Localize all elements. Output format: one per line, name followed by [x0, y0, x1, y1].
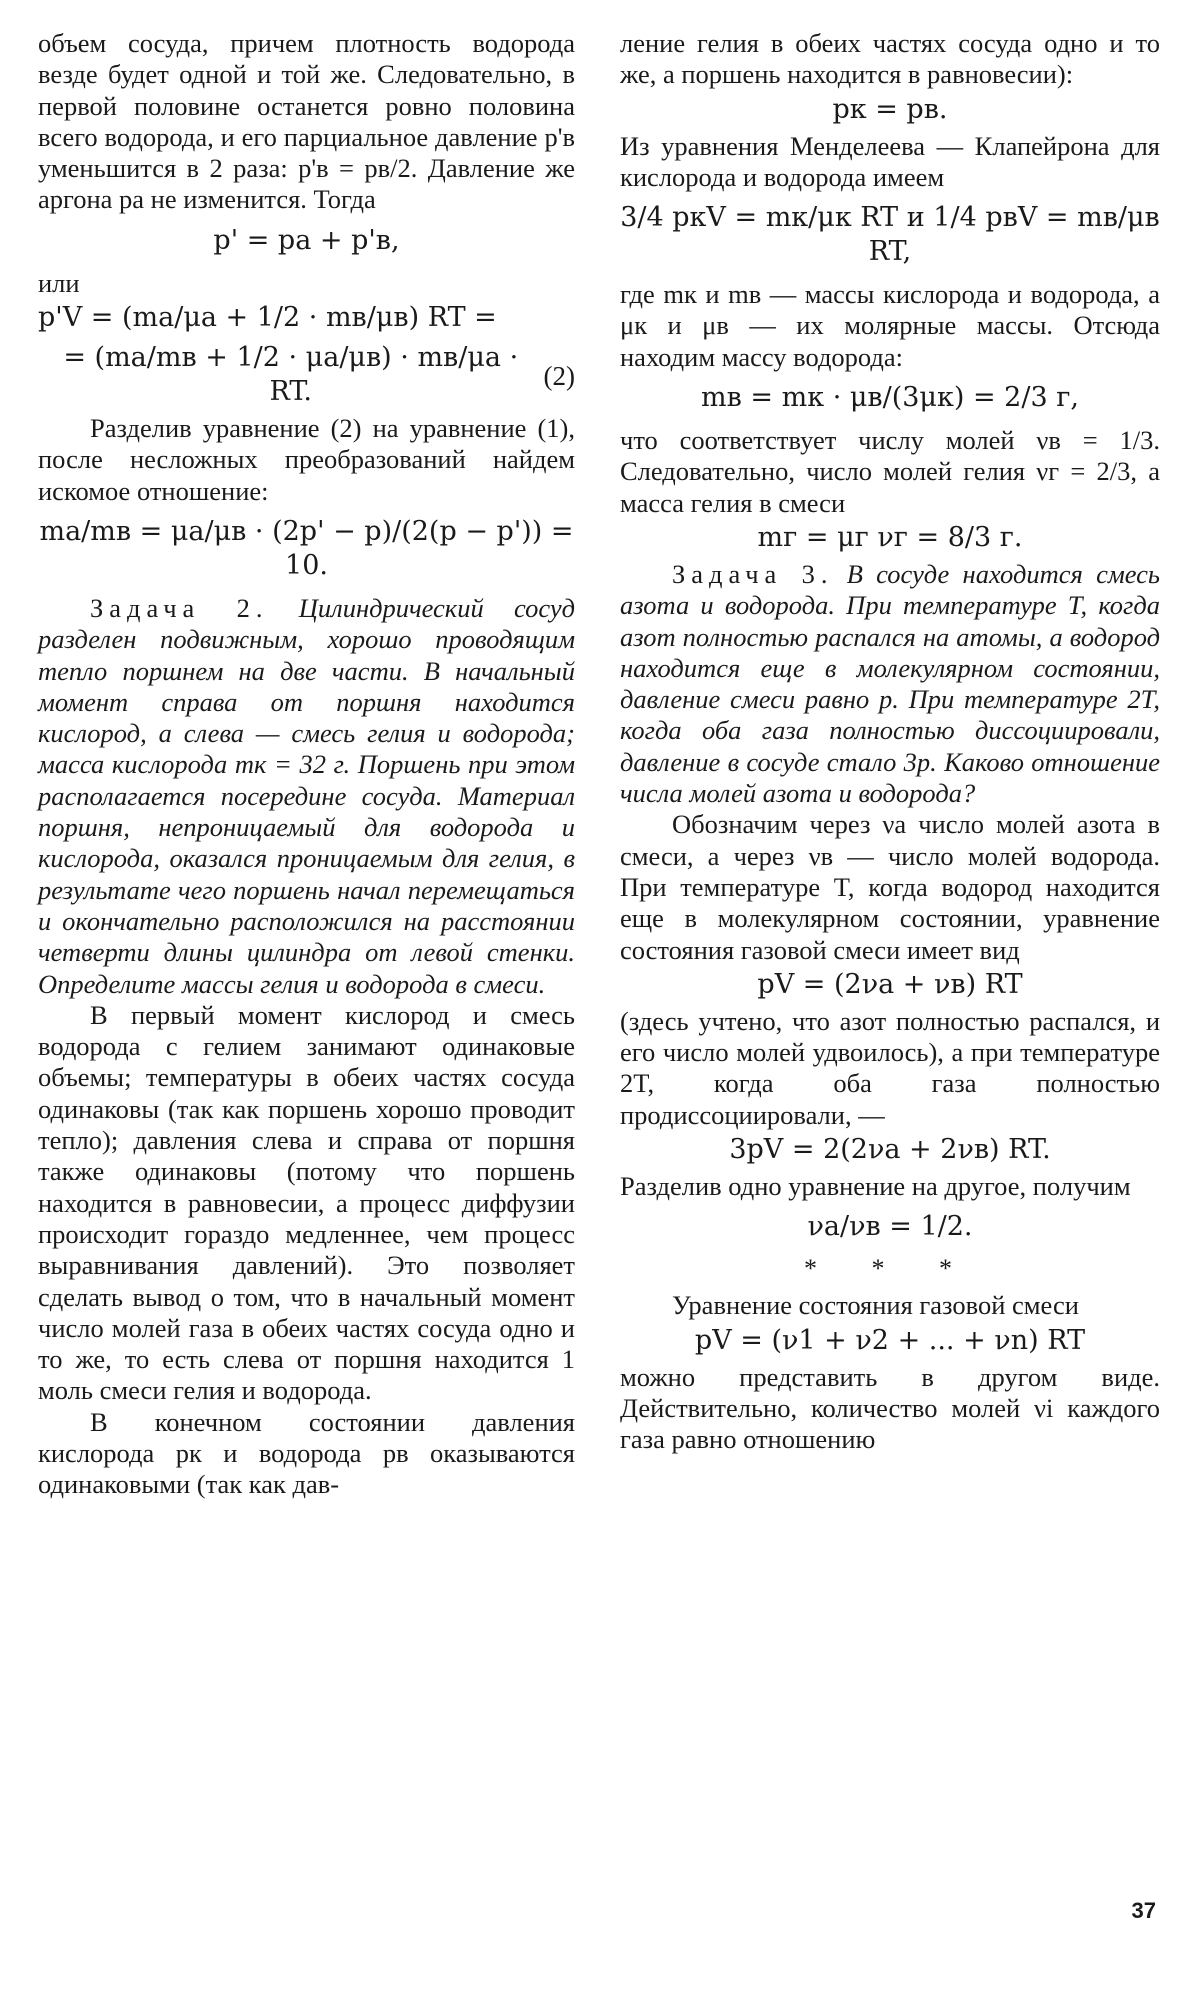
paragraph: Разделив уравнение (2) на уравнение (1), после несложных преобразований найдем искомое отношение: [38, 413, 575, 506]
connector-text: или [38, 267, 80, 298]
problem-statement: В сосуде находится смесь азота и водорода. При температуре T, когда азот полностью распался на атомы, а водород находится еще в молекулярном состоянии, давление смеси равно p. При температуре 2T, когда оба газа полностью диссоциировали, давление в сосуде стало 3p. Каково отношение числа молей азота и водорода? [620, 558, 1160, 809]
paragraph: объем сосуда, причем плотность водорода везде будет одной и той же. Следовательно, в первой половине останется ровно половина всего водорода, и его парциальное давление p'в уменьшится в 2 раза: p'в = pв/2. Давление же аргона pа не изменится. Тогда [38, 28, 575, 215]
section-separator: * * * [804, 1254, 976, 1284]
paragraph: ление гелия в обеих частях сосуда одно и то же, а поршень находится в равновесии): [620, 28, 1160, 90]
problem-statement: Цилиндрический сосуд разделен подвижным, хорошо проводящим тепло поршнем на две части. В начальный момент справа от поршня находится кислород, а слева — смесь гелия и водорода; масса кислорода mк = 32 г. Поршень при этом располагается посередине сосуда. Материал поршня, непроницаемый для водорода и кислорода, оказался проницаемым для гелия, в результате чего поршень начал перемещаться и окончательно расположился на расстоянии четверти длины цилиндра от левой стенки. Определите массы гелия и водорода в смеси. [38, 592, 576, 999]
equation-state-T: pV = (2νа + νв) RT [757, 968, 1023, 1000]
equation-mass-ratio: mа/mв = μа/μв · (2p' − p)/(2(p − p')) = 10. [39, 515, 574, 581]
page-number: 37 [1131, 1898, 1156, 1923]
paragraph: можно представить в другом виде. Действительно, количество молей νi каждого газа равно отношению [620, 1361, 1160, 1455]
problem-3 [620, 559, 1160, 809]
paragraph: В первый момент кислород и смесь водорода с гелием занимают одинаковые объемы; температуры в обеих частях сосуда одинаковы (так как поршень хорошо проводит тепло); давления слева и справа от поршня также одинаковы (потому что поршень находится в равновесии, а процесс диффузии происходит гораздо медленнее, чем процесс выравнивания давлений). Это позволяет сделать вывод о том, что в начальный момент число молей газа в обеих частях сосуда одно и то же, то есть слева от поршня находится 1 моль смеси гелия и водорода. [38, 999, 575, 1406]
right-column [620, 28, 1160, 1456]
equation-2-line-1: p'V = (mа/μа + 1/2 · mв/μв) RT = [38, 302, 497, 334]
paragraph: что соответствует числу молей νв = 1/3. Следовательно, число молей гелия νг = 2/3, а масса гелия в смеси [620, 425, 1160, 518]
paragraph: В конечном состоянии давления кислорода pк и водорода pв оказываются одинаковыми (так как дав- [38, 1406, 575, 1500]
paragraph: Из уравнения Менделеева — Клапейрона для кислорода и водорода имеем [620, 130, 1160, 192]
equation-2-line-2: = (mа/mв + 1/2 · μа/μв) · mв/μа · RT. [63, 342, 519, 408]
problem-2 [38, 593, 575, 1000]
paragraph: Уравнение состояния газовой смеси [672, 1290, 1079, 1321]
equation-mendeleev-clapeyron: 3/4 pкV = mк/μк RT и 1/4 pвV = mв/μв RT, [620, 202, 1160, 268]
equation-total-pressure: p' = pа + p'в, [213, 224, 400, 256]
problem-label: Задача 2. [90, 592, 269, 623]
equation-helium-mass: mг = μг νг = 8/3 г. [757, 521, 1023, 553]
left-column [38, 28, 575, 1501]
problem-label: Задача 3. [672, 558, 834, 589]
paragraph: где mк и mв — массы кислорода и водорода, а μк и μв — их молярные массы. Отсюда находим массу водорода: [620, 279, 1160, 372]
paragraph: (здесь учтено, что азот полностью распался, и его число молей удвоилось), а при температуре 2T, когда оба газа полностью продиссоциировали, — [620, 1005, 1160, 1130]
equation-pressure-equality: pк = pв. [832, 93, 948, 125]
paragraph: Обозначим через νа число молей азота в смеси, а через νв — число молей водорода. При температуре T, когда водород находится еще в молекулярном состоянии, уравнение состояния газовой смеси имеет вид [620, 809, 1160, 965]
equation-state-2T: 3pV = 2(2νа + 2νв) RT. [729, 1134, 1051, 1166]
equation-hydrogen-mass: mв = mк · μв/(3μк) = 2/3 г, [701, 382, 1079, 414]
paragraph: Разделив одно уравнение на другое, получим [620, 1171, 1131, 1202]
equation-number: (2) [543, 360, 575, 391]
equation-mole-ratio: νа/νв = 1/2. [807, 1211, 973, 1243]
equation-gas-mixture: pV = (ν1 + ν2 + ... + νn) RT [694, 1324, 1086, 1356]
equation-2-line-2-row [38, 339, 575, 413]
